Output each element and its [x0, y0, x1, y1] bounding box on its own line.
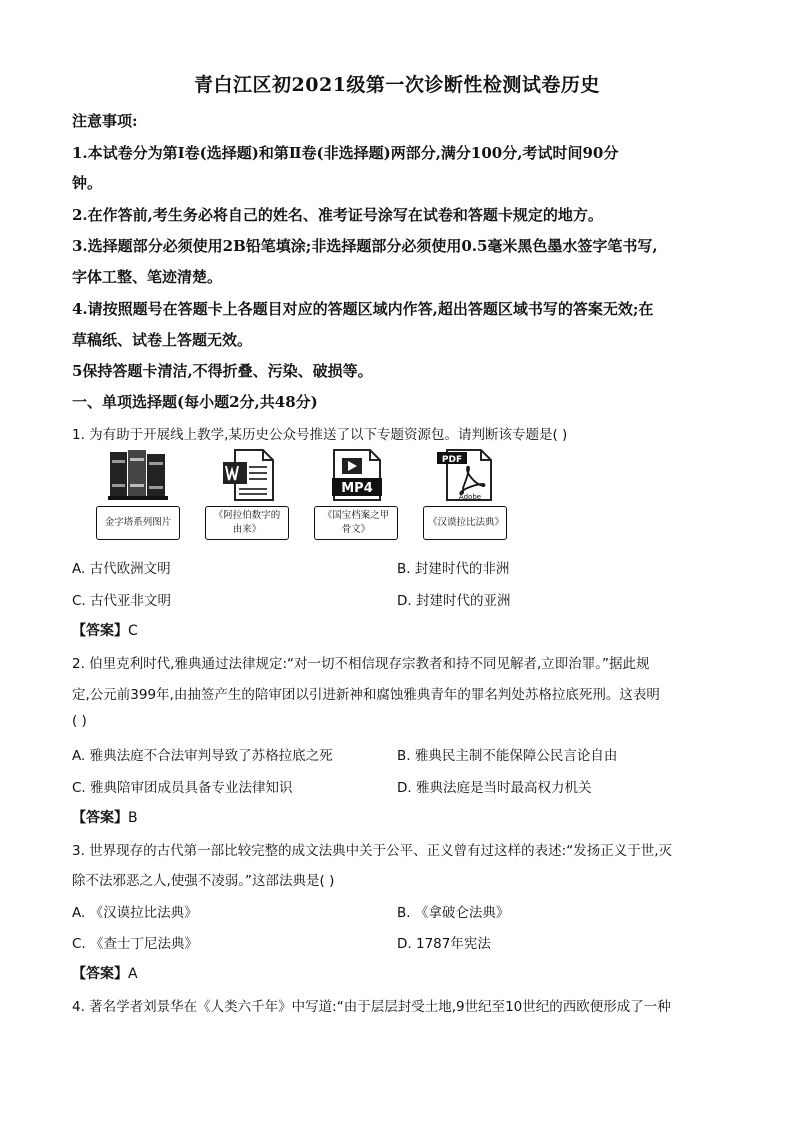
q3-option-a: A. 《汉谟拉比法典》 — [72, 905, 198, 921]
q2-answer — [72, 807, 138, 827]
note-2: 2.在作答前,考生务必将自己的姓名、准考证号涂写在试卷和答题卡规定的地方。 — [72, 206, 603, 224]
resource-label: 《阿拉伯数字的由来》 — [205, 506, 289, 540]
resource-item — [96, 448, 182, 544]
resource-item — [314, 448, 400, 544]
notes-heading: 注意事项: — [72, 112, 138, 130]
note-4-cont: 草稿纸、试卷上答题无效。 — [72, 331, 253, 349]
q2-option-d: D. 雅典法庭是当时最高权力机关 — [397, 780, 592, 796]
answer-value: C — [128, 623, 138, 639]
page-title: 青白江区初2021级第一次诊断性检测试卷历史 — [194, 74, 600, 96]
word-document-icon — [215, 448, 281, 502]
pdf-badge: PDF — [441, 455, 463, 465]
q1-stem: 1. 为有助于开展线上教学,某历史公众号推送了以下专题资源包。请判断该专题是( ) — [72, 427, 568, 443]
q1-option-a: A. 古代欧洲文明 — [72, 561, 171, 577]
answer-label: 【答案】 — [72, 810, 128, 826]
answer-label: 【答案】 — [72, 623, 128, 639]
q2-stem-line3: ( ) — [72, 713, 87, 729]
note-1-cont: 钟。 — [72, 174, 103, 192]
note-5: 5保持答题卡清洁,不得折叠、污染、破损等。 — [72, 362, 373, 380]
q2-option-b: B. 雅典民主制不能保障公民言论自由 — [397, 748, 618, 764]
resource-label: 《汉谟拉比法典》 — [423, 506, 507, 540]
answer-value: B — [128, 810, 138, 826]
q1-option-b: B. 封建时代的非洲 — [397, 561, 510, 577]
q1-figure — [90, 448, 510, 548]
note-4: 4.请按照题号在答题卡上各题目对应的答题区域内作答,超出答题区域书写的答案无效;在 — [72, 300, 654, 318]
note-1: 1.本试卷分为第Ⅰ卷(选择题)和第Ⅱ卷(非选择题)两部分,满分100分,考试时间90分 — [72, 144, 619, 162]
resource-label: 金字塔系列图片 — [96, 506, 180, 540]
q2-stem-line2: 定,公元前399年,由抽签产生的陪审团以引进新神和腐蚀雅典青年的罪名判处苏格拉底死刑。这表明 — [72, 687, 660, 703]
books-icon — [106, 448, 172, 502]
q3-stem-line1: 3. 世界现存的古代第一部比较完整的成文法典中关于公平、正义曾有过这样的表述:“发扬正义于世,灭 — [72, 843, 673, 859]
q3-option-c: C. 《查士丁尼法典》 — [72, 936, 199, 952]
note-3-cont: 字体工整、笔迹清楚。 — [72, 268, 223, 286]
q3-option-d: D. 1787年宪法 — [397, 936, 491, 952]
q1-option-c: C. 古代亚非文明 — [72, 593, 172, 609]
resource-item — [205, 448, 291, 544]
q1-option-d: D. 封建时代的亚洲 — [397, 593, 511, 609]
resource-item — [423, 448, 509, 544]
resource-label: 《国宝档案之甲骨文》 — [314, 506, 398, 540]
mp4-file-icon — [324, 448, 390, 502]
q3-option-b: B. 《拿破仑法典》 — [397, 905, 510, 921]
answer-value: A — [128, 966, 138, 982]
q4-stem-line1: 4. 著名学者刘景华在《人类六千年》中写道:“由于层层封受土地,9世纪至10世纪的西欧便形成了一种 — [72, 999, 671, 1015]
q1-answer — [72, 620, 138, 640]
answer-label: 【答案】 — [72, 966, 128, 982]
q2-option-c: C. 雅典陪审团成员具备专业法律知识 — [72, 780, 293, 796]
q2-stem-line1: 2. 伯里克利时代,雅典通过法律规定:“对一切不相信现存宗教者和持不同见解者,立即治罪。”据此规 — [72, 656, 650, 672]
q2-option-a: A. 雅典法庭不合法审判导致了苏格拉底之死 — [72, 748, 333, 764]
adobe-text: Adobe — [458, 493, 482, 501]
note-3: 3.选择题部分必须使用2B铅笔填涂;非选择题部分必须使用0.5毫米黑色墨水签字笔书写, — [72, 237, 658, 255]
section-heading: 一、单项选择题(每小题2分,共48分) — [72, 393, 318, 411]
q3-answer — [72, 963, 138, 983]
pdf-file-icon — [433, 448, 499, 502]
mp4-badge: MP4 — [341, 481, 373, 496]
q3-stem-line2: 除不法邪恶之人,使强不凌弱。”这部法典是( ) — [72, 873, 335, 889]
